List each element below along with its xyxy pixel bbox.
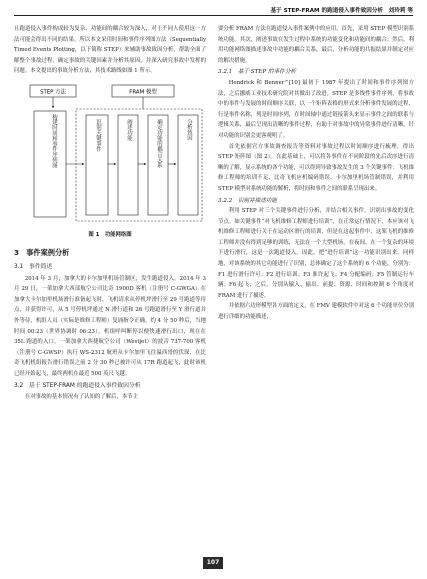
figure-caption: 图 1 功能网络图 [88,231,132,238]
timeline-label: 构建时间和事件序列图 [51,113,57,168]
step-method-label: STEP 方法 [40,89,66,96]
paragraph: 在对事故的基本情况有了认知的了解后，本节主 [24,394,139,401]
paragraph: 要分析 FRAM 方法在跑道侵入事件案例中的应用。首先，采用 STEP 模型识别系统功能。其次，阐述事故在发生过程中系统的功能变化和功能间的耦合；然后，利用功能网络图描述事故中功能的耦合关系，最后，分析功能的共振结果并制定对应的解决措施。 [218,26,414,64]
subsubsection-heading: 3.2.2 识别并描述功能 [218,197,277,204]
analyze-cause-label: 分析致因 [186,118,192,141]
page-number: 107 [203,557,223,569]
paragraph: Hendrick 和 Benner^[10] 最初于 1987 年提出了时间和事件序列图方法，之后挪威工业技术研究院对其做出了改进。STEP 是多线性事件序列，将事故中的事件与发展的时间顺序关联，以一个矩阵表格的形式来分析事件发展的过程，行是事件名称，列是时间序列，在时间轴中通过链接箭头来显示事件之间的联系与逻辑关系，最后呈现出清晰的事件过程，有助于对事故中的异常事件进行清晰，针对功能的识别会更客观明了。 [218,79,414,139]
left-column [14,24,206,555]
paragraph: 2014 年 3 月，加拿大的卡尔加里机场管制区，发生跑道侵入。2014 年 3 月 29 日，一架加拿大西部航空公司比奇 1900D 客机（注册号 C-GWGA）在加拿大卡尔加里机场滑行准备起飞时，飞机请求从停机坪滑行至 29 号跑道等待点，并获得许可，从 5 号停机坪通过 N 滑行道和 26 号跑道滑行至 Y 滑行道并外等待，机组人员（实际是维修工程师）复诵指令正确。约 4 分 50 秒后，当地时间 00:23（世界协调时 06:23），机组呼叫断停以便快速滑行出口，现在在 35L 跑道的入口。一架加拿大西捷航空公司（Westjet）的波音 737-700 客机（注册号 C-GWSP）执行 WS-2312 航班从卡尔加里飞往温西哥的伏琛，在比奇飞机机组报告滑行错误之前 2 分 30 秒已被许可从 17R 跑道起飞，此时该机已经开始起飞，最终两机在最近 500 英尺飞越。 [14,275,206,377]
paragraph: 并依据六边形模型各方面的定义，在 FMV 建模软件中对这 6 个功能单位分别进行详细的功能描述， [218,303,414,321]
function-network-diagram [14,81,206,229]
paragraph: 利用 STEP 对三个关键事件进行分析，并结合相关事件，识别出事故的变化节点。如关键事件“对飞机维修工程师进行培训”，在正常运行情况下，本应该对飞机维修工程师进行关于在运动区滑行的培训，但是在这起事件中，这架飞机的维修工程师并没有得到足够的训练，无法在一个大型机场，在夜间、在一个复杂的环境下进行滑行，这是一次跑道侵入。因此，把“进行培训”这一功能识别出来。同样地，对该系统的其它功能进行了识别，总体确定了这个系统的 6 个功能，分别为：F1 进行滑行许可；F2 进行培训；F3 准许起飞；F4 分配编码；F5 管制运行车辆；F6 起飞；之后，分别从输入、输出、前提、资源、时间和控制 6 个角度对 FRAM 进行了描述。 [218,208,414,299]
right-column [218,24,414,555]
identify-key-events-label: 识别关键事件 [95,118,101,152]
determine-coupling-label: 确定功能的耦合关系 [156,118,162,168]
running-header: 基于 STEP-FRAM 的跑道侵入事件致因分析 刘玲莉 等 [270,8,413,14]
subsubsection-heading: 3.2.1 基于 STEP 的事件分析 [218,69,296,76]
subsection-heading: 3.1 事件简述 [14,263,53,270]
describe-functions-label: 阐述功能 [126,118,132,141]
fram-model-label: FRAM 模型 [129,89,157,96]
section-heading: 3 事件案例分析 [14,247,70,257]
subsection-heading: 3.2 基于 STEP-FRAM 的跑道侵入事件致因分析 [14,382,141,389]
header-rule [14,15,413,16]
figure-1 [14,81,206,229]
paragraph: 首先依据官方事故调查报告等资料对事故过程以时间顺序进行梳理，得出 STEP 矩阵图（图 2）。在此基础上，可以将各事件在不同阶段的先后次序进行清晰的了解，显示系统的各个功能，可以得到导致事故发生的 3 个关键事件：飞机维修工程师的培训不足、比奇飞机应机编码错误、卡尔加里机场管制错误，并利用 STEP 模型对系统功能的解析，将时间和事件之间的联系呈现出来。 [218,143,414,192]
paragraph: 且跑道侵入事件构成较为复杂，功能间的耦合较为深入，对于不同人使用这一方法可能会得出不同的结果。所以本文采用时间和事件序列图方法（Sequentially Timed Events Plotting，以下简称 STEP）来辅助事故致因分析，帮助全面了解整个事故过程，确定事故的关键因素并分析其原因，并深入研究事故中发挥的问题。本文提出的事故分析方法，其技术路线如图 1 所示。 [14,26,206,75]
